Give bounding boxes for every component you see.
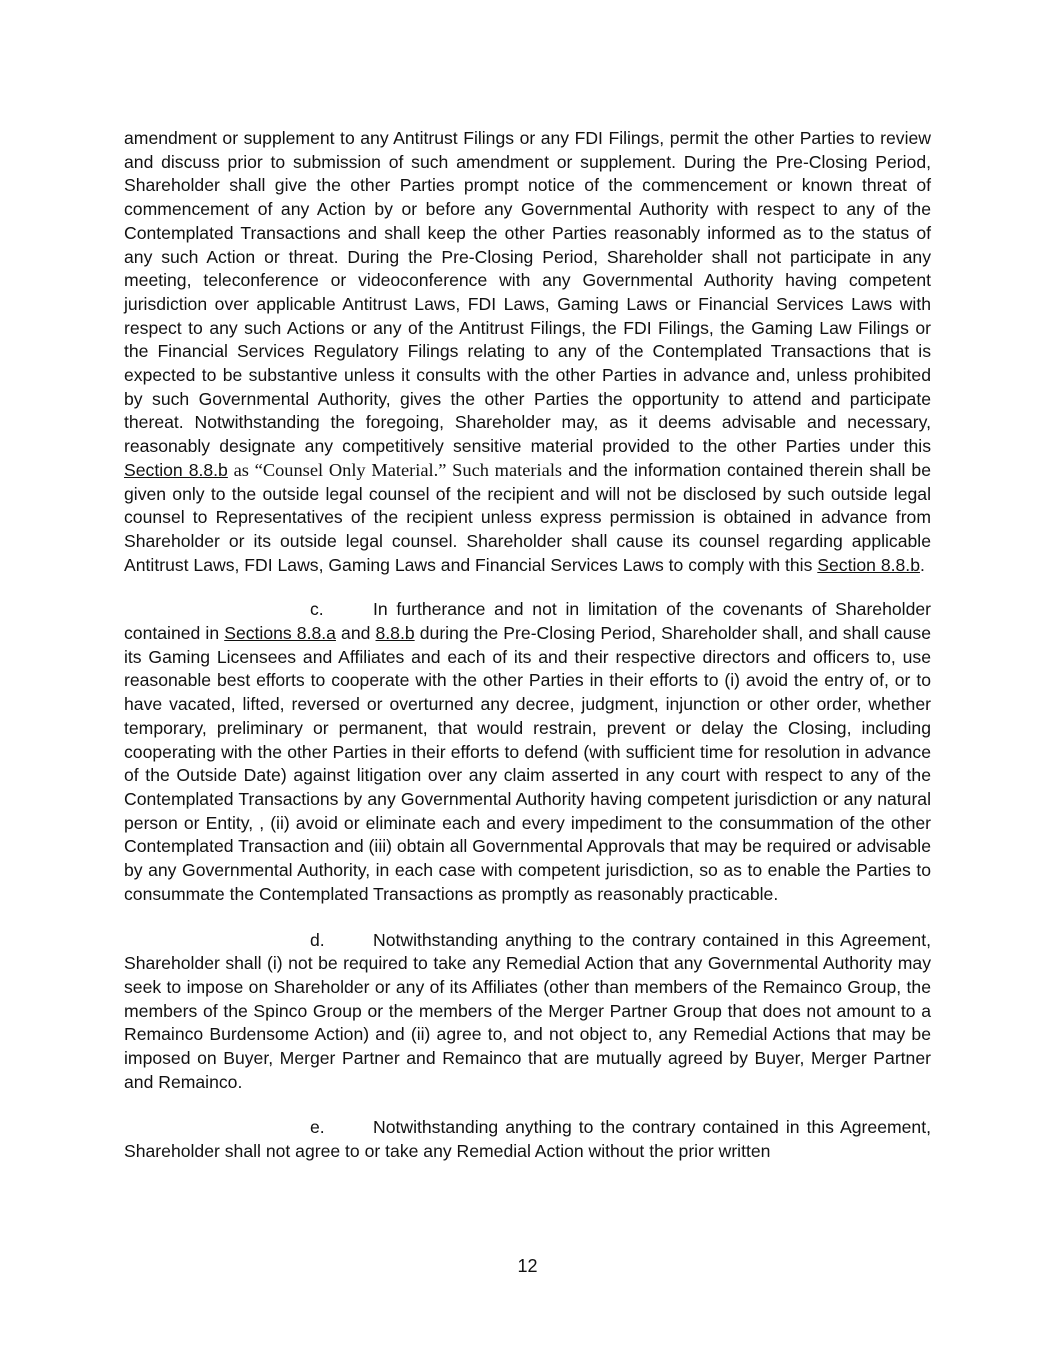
paragraph-e	[124, 1116, 931, 1163]
paragraph-label: d.	[310, 929, 325, 950]
paragraph-text: as “Counsel Only Material.” Such materials	[227, 459, 563, 480]
page-number: 12	[517, 1256, 538, 1276]
paragraph-text: during the Pre-Closing Period, Shareholder shall, and shall cause its Gaming Licensees and Affiliates and each of its and their respective directors and officers to, use reasonable best efforts to cooperate with the other Parties in their efforts to (i) avoid the entry of, or to have vacated, lifted, reversed or overturned any decree, judgment, injunction or other order, whether temporary, preliminary or permanent, that would restrain, prevent or delay the Closing, including cooperating with the other Parties in their efforts to defend (with sufficient time for resolution in advance of the Outside Date) against litigation over any claim asserted in any court with respect to any of the Contemplated Transactions by any Governmental Authority having competent jurisdiction or any natural person or Entity, , (ii) avoid or eliminate each and every impediment to the consummation of the other Contemplated Transaction and (iii) obtain all Governmental Approvals that may be required or advisable by any Governmental Authority, in each case with competent jurisdiction, so as to enable the Parties to consummate the Contemplated Transactions as promptly as reasonably practicable.	[124, 623, 931, 904]
paragraph-d	[124, 929, 931, 1095]
paragraph-text: In furtherance and not in limitation of the covenants of Shareholder contained in	[124, 599, 931, 644]
paragraph-text: and the information contained therein shall be given only to the outside legal counsel of the recipient and will not be disclosed by such outside legal counsel to Representatives of the recipient unless express permission is obtained in advance from Shareholder or its outside legal counsel. Shareholder shall cause its counsel regarding applicable Antitrust Laws, FDI Laws, Gaming Laws and Financial Services Laws to comply with this	[124, 459, 932, 575]
section-reference: Sections 8.8.a	[224, 623, 336, 644]
paragraph-text: amendment or supplement to any Antitrust Filings or any FDI Filings, permit the other Parties to review and discuss prior to submission of such amendment or supplement. During the Pre-Closing Period, Shareholder shall give the other Parties prompt notice of the commencement or known threat of commencement of any Action by or before any Governmental Authority with respect to any of the Contemplated Transactions and shall keep the other Parties reasonably informed as to the status of any such Action or threat. During the Pre-Closing Period, Shareholder shall not participate in any meeting, teleconference or videoconference with any Governmental Authority having competent jurisdiction over applicable Antitrust Laws, FDI Laws, Gaming Laws or Financial Services Laws with respect to any such Actions or any of the Antitrust Filings, the FDI Filings, the Gaming Law Filings or the Financial Services Regulatory Filings relating to any of the Contemplated Transactions that is expected to be substantive unless it consults with the other Parties in advance and, unless prohibited by such Governmental Authority, gives the other Parties the opportunity to attend and participate thereat. Notwithstanding the foregoing, Shareholder may, as it deems advisable and necessary, reasonably designate any competitively sensitive material provided to the other Parties under this	[124, 128, 931, 457]
section-reference: Section 8.8.b	[124, 459, 228, 480]
section-reference: Section 8.8.b	[817, 554, 920, 575]
paragraph-c	[124, 598, 931, 906]
section-reference: 8.8.b	[375, 623, 415, 644]
paragraph-text: Notwithstanding anything to the contrary contained in this Agreement, Shareholder shall not agree to or take any Remedial Action without the prior written	[124, 1117, 931, 1162]
paragraph-label: c.	[310, 599, 324, 620]
paragraph-text: .	[919, 554, 925, 575]
paragraph-label: e.	[310, 1117, 325, 1138]
document-body	[124, 127, 931, 1186]
paragraph-text: Notwithstanding anything to the contrary contained in this Agreement, Shareholder shall (i) not be required to take any Remedial Action that any Governmental Authority may seek to impose on Shareholder or any of its Affiliates (other than members of the Remainco Group, the members of the Spinco Group or the members of the Merger Partner Group that does not amount to a Remainco Burdensome Action) and (ii) agree to, and not object to, any Remedial Actions that may be imposed on Buyer, Merger Partner and Remainco that are mutually agreed by Buyer, Merger Partner and Remainco.	[124, 929, 931, 1092]
paragraph-continuation	[124, 127, 931, 577]
paragraph-text: and	[335, 623, 376, 644]
